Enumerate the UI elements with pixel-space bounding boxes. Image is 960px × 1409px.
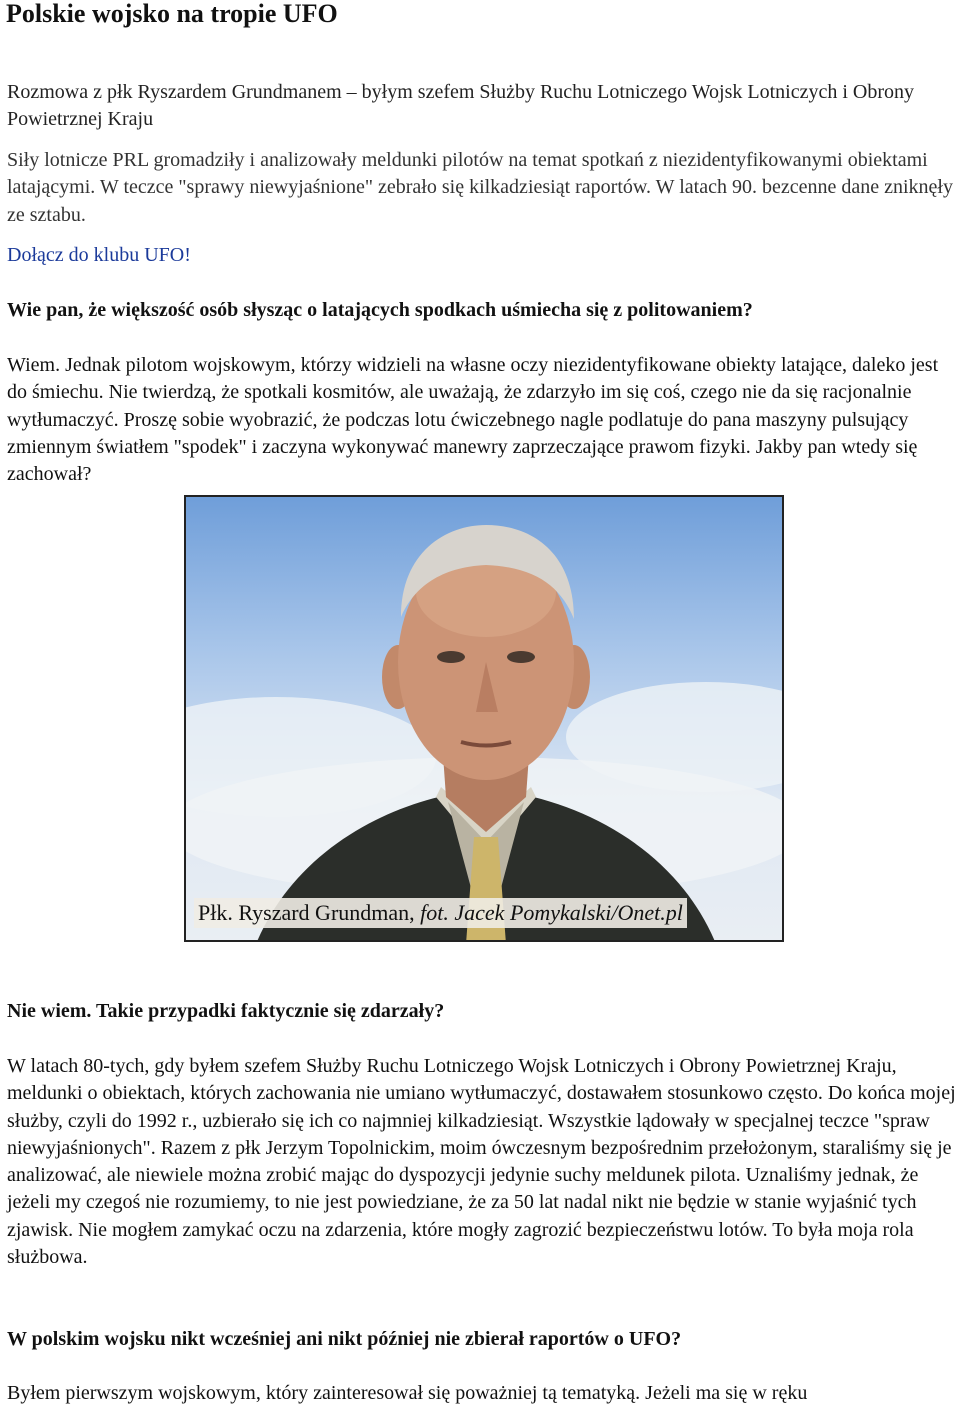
answer-3: Byłem pierwszym wojskowym, który zainteresował się poważniej tą tematyką. Jeżeli ma się w ręku bbox=[7, 1382, 808, 1404]
club-ufo-link[interactable]: Dołącz do klubu UFO! bbox=[7, 244, 191, 266]
article-title: Polskie wojsko na tropie UFO bbox=[6, 0, 338, 28]
question-1: Wie pan, że większość osób słysząc o latających spodkach uśmiecha się z politowaniem? bbox=[7, 299, 753, 321]
portrait-illustration bbox=[186, 497, 784, 942]
photo-caption bbox=[194, 898, 687, 928]
portrait-photo bbox=[184, 495, 784, 942]
question-2: Nie wiem. Takie przypadki faktycznie się zdarzały? bbox=[7, 1000, 445, 1022]
question-3: W polskim wojsku nikt wcześniej ani nikt później nie zbierał raportów o UFO? bbox=[7, 1328, 682, 1350]
caption-credit: fot. Jacek Pomykalski/Onet.pl bbox=[420, 900, 683, 925]
answer-2: W latach 80-tych, gdy byłem szefem Służby Ruchu Lotniczego Wojsk Lotniczych i Obrony Powietrznej Kraju, meldunki o obiektach, których zachowania nie umiano wytłumaczyć, dostawałem stosunkowo często. Do końca mojej służby, czyli do 1992 r., uzbierało się ich co najmniej kilkadziesiąt. Wszystkie lądowały w specjalnej teczce "spraw niewyjaśnionych". Razem z płk Jerzym Topolnickim, moim ówczesnym bezpośrednim przełożonym, staraliśmy się je analizować, ale niewiele można zrobić mając do dyspozycji jedynie suchy meldunek pilota. Uznaliśmy jednak, że jeżeli my czegoś nie rozumiemy, to nie jest powiedziane, że za 50 lat nadal nikt nie będzie w stanie wyjaśnić tych zjawisk. Nie mogłem zamykać oczu na zdarzenia, które mogły zagrozić bezpieczeństwu lotów. To była moja rola służbowa. bbox=[7, 1055, 956, 1269]
answer-1: Wiem. Jednak pilotom wojskowym, którzy widzieli na własne oczy niezidentyfikowane obiekty latające, daleko jest do śmiechu. Nie twierdzą, że spotkali kosmitów, ale uważają, że zdarzyło im się coś, czego nie da się racjonalnie wytłumaczyć. Proszę sobie wyobrazić, że podczas lotu ćwiczebnego nagle podlatuje do pana maszyny pulsujący zmiennym światłem "spodek" i zaczyna wykonywać manewry zaprzeczające prawom fizyki. Jakby pan wtedy się zachował? bbox=[7, 354, 939, 486]
article-lead: Siły lotnicze PRL gromadziły i analizowały meldunki pilotów na temat spotkań z niezidentyfikowanymi obiektami latającymi. W teczce "sprawy niewyjaśnione" zebrało się kilkadziesiąt raportów. W latach 90. bezcenne dane zniknęły ze sztabu. bbox=[7, 149, 953, 226]
article-subtitle: Rozmowa z płk Ryszardem Grundmanem – byłym szefem Służby Ruchu Lotniczego Wojsk Lotniczych i Obrony Powietrznej Kraju bbox=[7, 81, 915, 131]
caption-name: Płk. Ryszard Grundman, bbox=[198, 900, 415, 925]
